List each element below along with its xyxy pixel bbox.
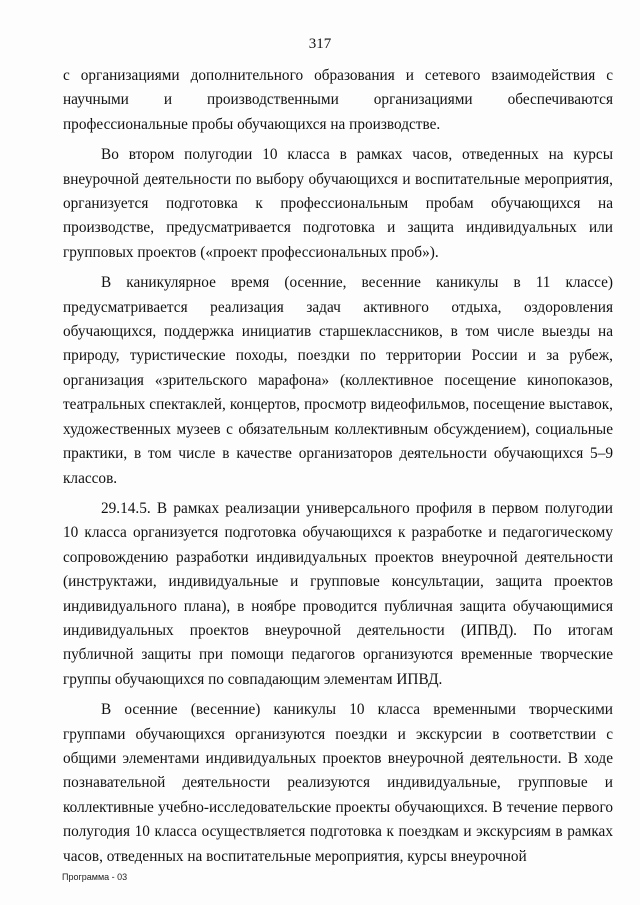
paragraph-continuation: с организациями дополнительного образования и сетевого взаимодействия с научными и производственными организациями обеспечиваются профессиональные пробы обучающихся на производстве. [63, 67, 613, 133]
page-number: 317 [308, 36, 332, 52]
paragraph: В осенние (весенние) каникулы 10 класса временными творческими группами обучающихся организуются поездки и экскурсии в соответствии с общими элементами индивидуальных проектов внеурочной деятельности. В ходе познавательной деятельности реализуются индивидуальные, групповые и коллективные учебно-исследовательские проекты обучающихся. В течение первого полугодия 10 класса осуществляется подготовка к поездкам и экскурсиям в рамках часов, отведенных на воспитательные мероприятия, курсы внеурочной [63, 701, 613, 865]
footer-label: Программа - 03 [62, 872, 128, 882]
body-text [63, 64, 613, 875]
paragraph: 29.14.5. В рамках реализации универсального профиля в первом полугодии 10 класса организуется подготовка обучающихся к разработке и педагогическому сопровождению разработки индивидуальных проектов внеурочной деятельности (инструктажи, индивидуальные и групповые консультации, защита проектов индивидуального плана), в ноябре проводится публичная защита обучающимися индивидуальных проектов внеурочной деятельности (ИПВД). По итогам публичной защиты при помощи педагогов организуются временные творческие группы обучающихся по совпадающим элементам ИПВД. [63, 499, 613, 688]
paragraph: Во втором полугодии 10 класса в рамках часов, отведенных на курсы внеурочной деятельности по выбору обучающихся и воспитательные мероприятия, организуется подготовка к профессиональным пробам обучающихся на производстве, предусматривается подготовка и защита индивидуальных или групповых проектов («проект профессиональных проб»). [63, 146, 613, 261]
paragraph: В каникулярное время (осенние, весенние каникулы в 11 классе) предусматривается реализация задач активного отдыха, оздоровления обучающихся, поддержка инициатив старшеклассников, в том числе выезды на природу, туристические походы, поездки по территории России и за рубеж, организация «зрительского марафона» (коллективное посещение кинопоказов, театральных спектаклей, концертов, просмотр видеофильмов, посещение выставок, художественных музеев с обязательным коллективным обсуждением), социальные практики, в том числе в качестве организаторов деятельности обучающихся 5–9 классов. [63, 274, 613, 487]
